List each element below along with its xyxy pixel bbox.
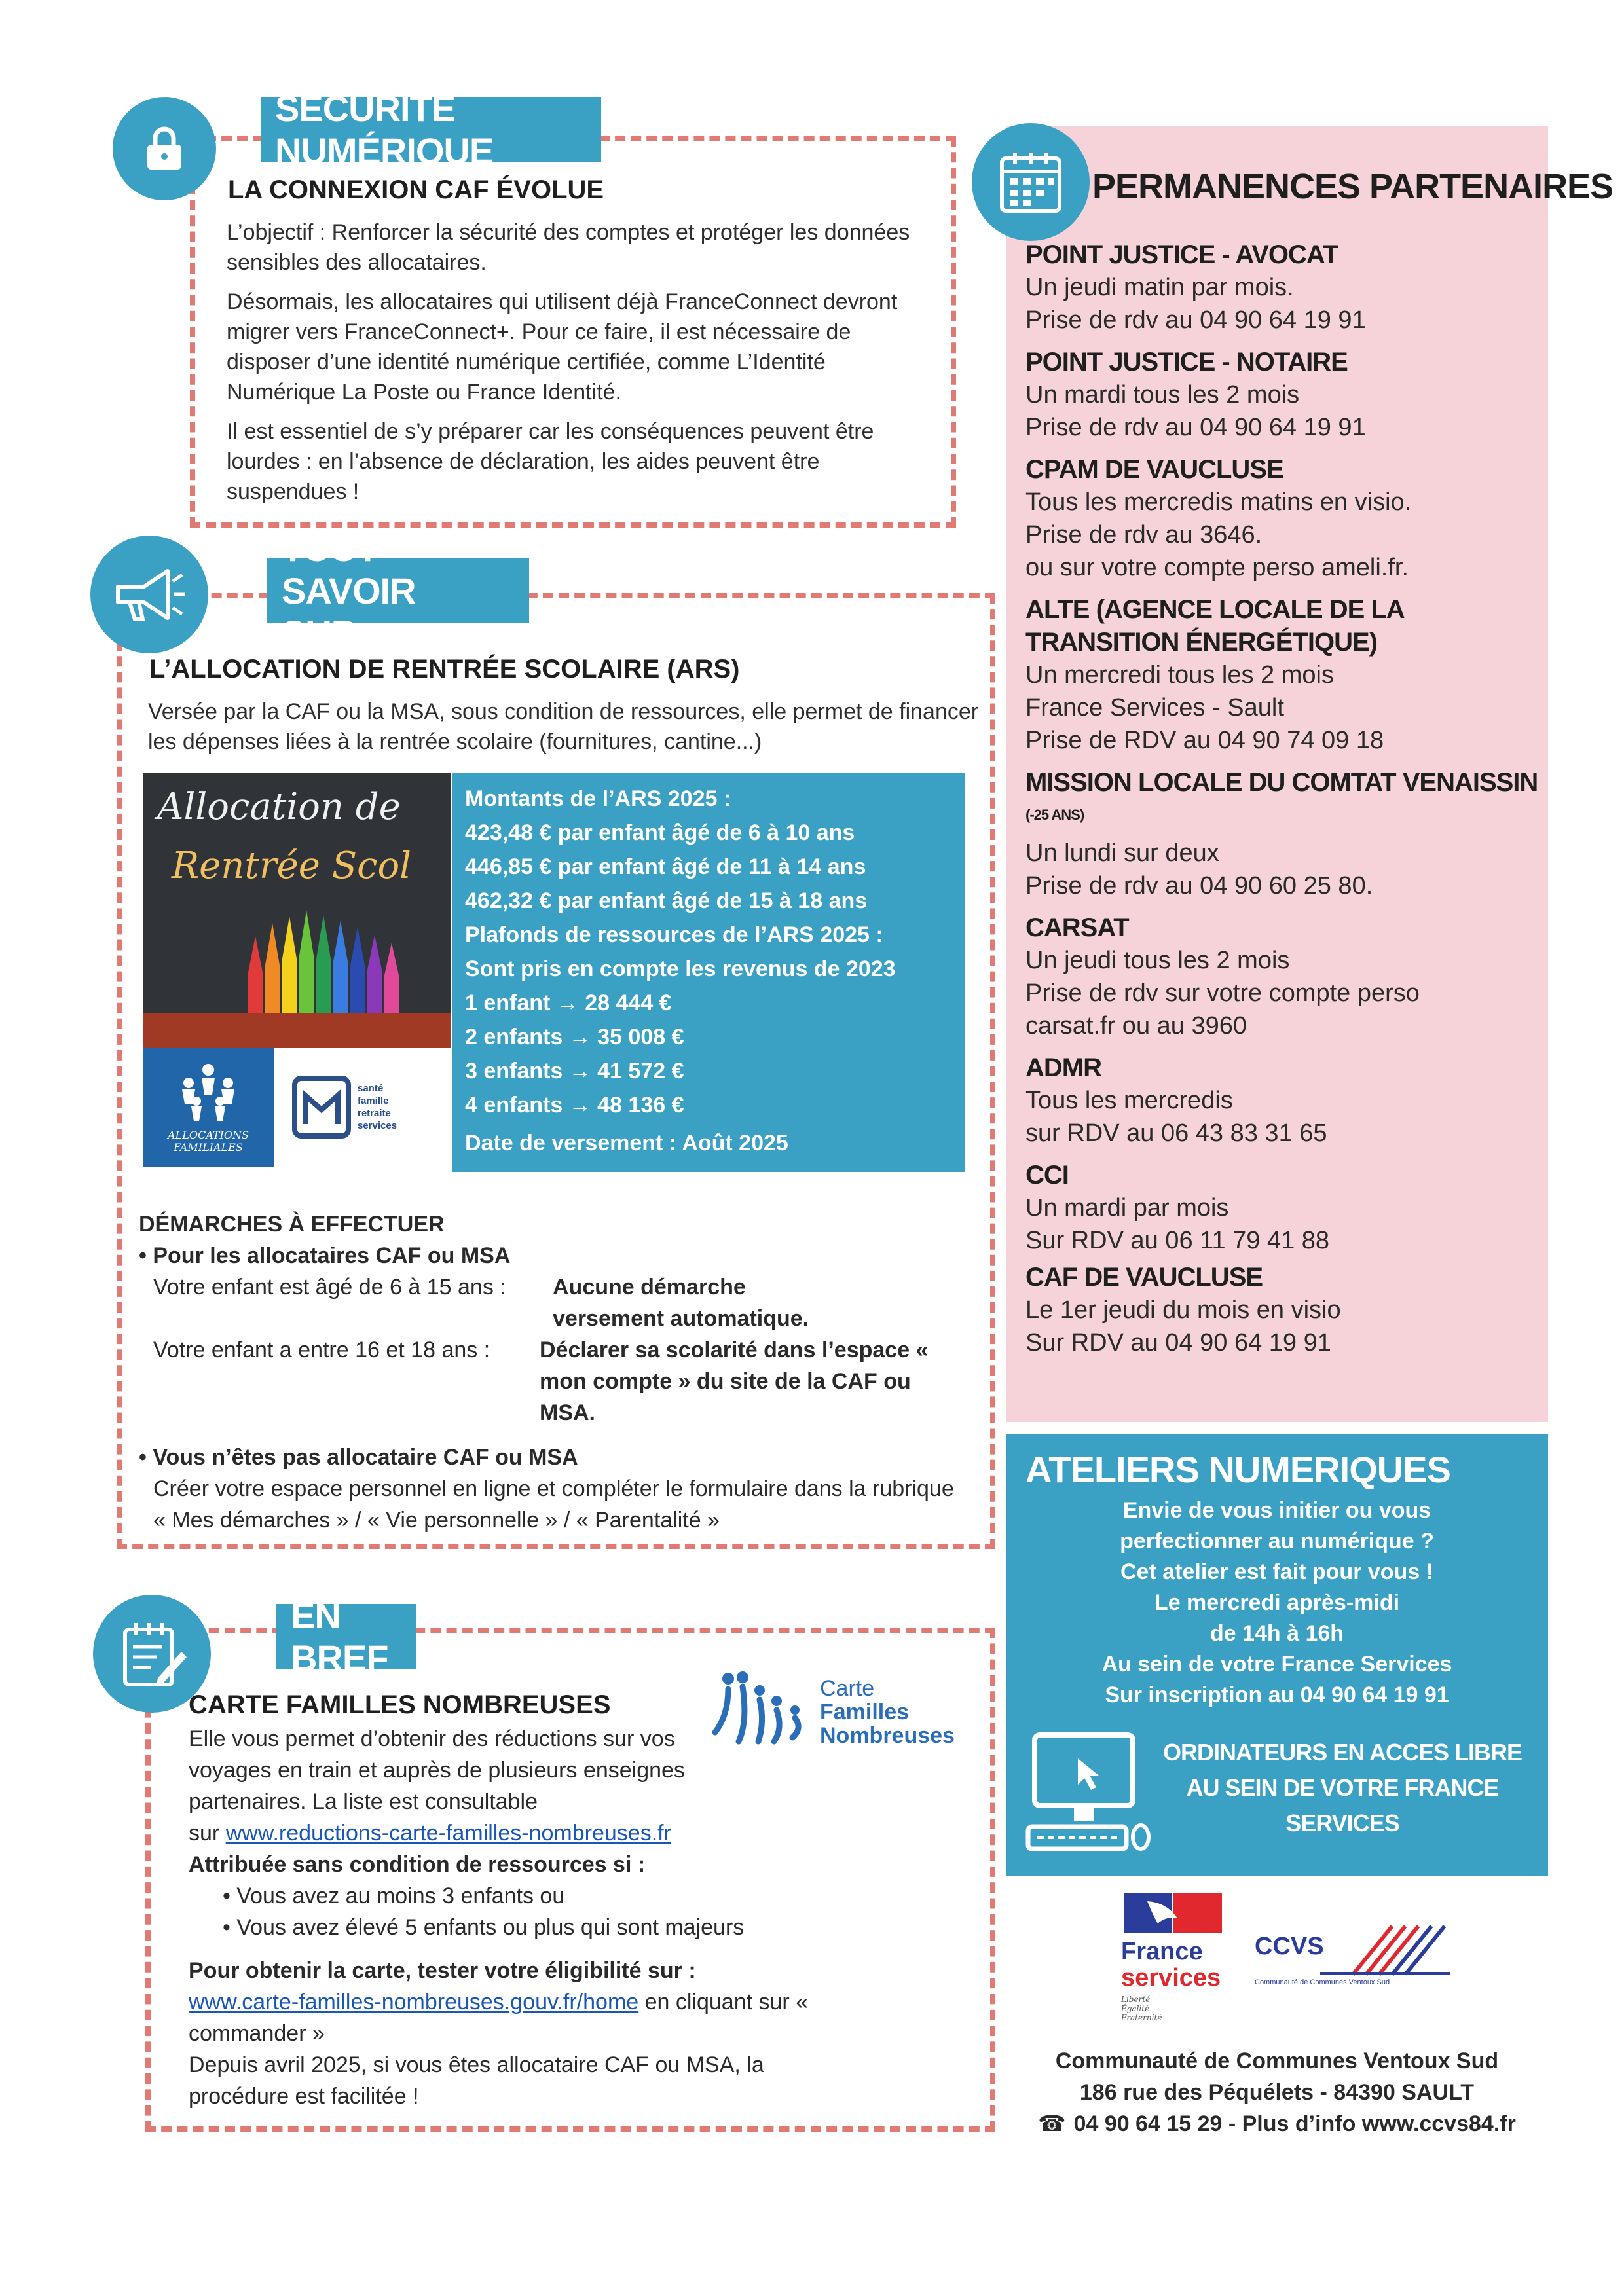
perm-item-avocat <box>1025 238 1543 337</box>
ars-line: 1 enfant → 28 444 € <box>465 991 672 1015</box>
msa-words <box>358 1082 397 1132</box>
savoir-title: L’ALLOCATION DE RENTRÉE SCOLAIRE (ARS) <box>149 655 740 683</box>
chalkboard-line2: Rentrée Scol <box>172 845 412 887</box>
demarches-row2 <box>139 1334 977 1429</box>
ars-line: 446,85 € par enfant âgé de 11 à 14 ans <box>465 854 866 879</box>
caf-logo-text: ALLOCATIONS FAMILIALES <box>168 1129 249 1154</box>
calendar-icon <box>997 148 1065 216</box>
cfn-line-familles: Familles <box>820 1700 910 1724</box>
ars-info-box <box>452 773 965 1172</box>
bref-body <box>189 1723 974 2112</box>
ars-line: Plafonds de ressources de l’ARS 2025 : <box>465 922 883 947</box>
perm-line: Le 1er jeudi du mois en visio <box>1025 1296 1341 1324</box>
attrib-title: Attribuée sans condition de ressources si : <box>189 1852 646 1877</box>
msa-logo <box>292 1071 423 1143</box>
perm-line: Un lundi sur deux <box>1025 839 1219 867</box>
securite-circle <box>113 97 216 200</box>
reductions-link[interactable]: www.reductions-carte-familles-nombreuses.fr <box>225 1821 671 1846</box>
perm-line: Prise de rdv au 3646. <box>1025 521 1263 549</box>
bref-p1-prefix: sur <box>189 1821 226 1846</box>
chalkboard-image <box>143 773 451 1048</box>
ccvs-letters: CCVS <box>1255 1933 1324 1960</box>
perm-line: Prise de rdv sur votre compte perso <box>1025 979 1420 1008</box>
msa-word: famille <box>358 1095 389 1106</box>
cfn-line-carte: Carte <box>820 1676 875 1701</box>
perm-line: Tous les mercredis matins en visio. <box>1025 488 1412 516</box>
cfn-line-nombreuses: Nombreuses <box>820 1723 955 1748</box>
fs-word-france: France <box>1121 1938 1203 1965</box>
bref-title: CARTE FAMILLES NOMBREUSES <box>189 1690 611 1719</box>
ars-line: 423,48 € par enfant âgé de 6 à 10 ans <box>465 820 855 845</box>
ars-line: Montants de l’ARS 2025 : <box>465 786 731 811</box>
phone-icon: ☎ <box>1038 2111 1066 2136</box>
france-services-logo <box>1121 1889 1232 2053</box>
ateliers-title: ATELIERS NUMERIQUES <box>1025 1449 1450 1490</box>
savoir-circle <box>90 536 208 653</box>
perm-title: CAF DE VAUCLUSE <box>1025 1263 1263 1292</box>
securite-tag: SÉCURITÉ NUMÉRIQUE <box>261 97 601 162</box>
ars-line: Sont pris en compte les revenus de 2023 <box>465 957 896 981</box>
savoir-intro: Versée par la CAF ou la MSA, sous condition de ressources, elle permet de financer les dépenses liées à la rentrée scolaire (fournitures, cantine...) <box>148 699 979 754</box>
perm-item-notaire <box>1025 346 1543 444</box>
demarches-row1 <box>139 1271 977 1334</box>
perm-item-carsat <box>1025 911 1543 1042</box>
footer-phone: 04 90 64 15 29 - Plus d’info www.ccvs84.fr <box>1073 2111 1516 2136</box>
demarches-bullet2: • Vous n’êtes pas allocataire CAF ou MSA <box>139 1445 578 1470</box>
perm-line: carsat.fr ou au 3960 <box>1025 1012 1247 1040</box>
perm-line: Un jeudi matin par mois. <box>1025 274 1294 301</box>
footer-street: 186 rue des Péquélets - 84390 SAULT <box>1079 2080 1475 2105</box>
perm-line: sur RDV au 06 43 83 31 65 <box>1025 1120 1327 1148</box>
perm-line: Un mardi par mois <box>1025 1194 1229 1222</box>
footer-org: Communauté de Communes Ventoux Sud <box>1055 2049 1499 2073</box>
perm-title: ALTE (AGENCE LOCALE DE LA TRANSITION ÉNERGÉTIQUE) <box>1025 595 1404 657</box>
permanences-circle <box>972 123 1090 241</box>
ars-line: 3 enfants → 41 572 € <box>465 1059 684 1084</box>
perm-line: Tous les mercredis <box>1025 1087 1233 1115</box>
ccvs-sub: Communauté de Communes Ventoux Sud <box>1255 1978 1390 1986</box>
securite-p2: Désormais, les allocataires qui utilisent déjà FranceConnect devront migrer vers FranceConnect+. Pour ce faire, il est nécessaire de disposer d’une identité numérique certifiée, comme L’Identité Numérique La Poste ou France Identité. <box>227 289 898 405</box>
footer-phone-row <box>1008 2108 1545 2140</box>
attrib-bullet: • Vous avez au moins 3 enfants ou <box>223 1884 565 1908</box>
perm-line: Prise de rdv au 04 90 64 19 91 <box>1025 414 1366 441</box>
securite-p1: L’objectif : Renforcer la sécurité des comptes et protéger les données sensibles des allocataires. <box>227 220 910 275</box>
row2-label: Votre enfant a entre 16 et 18 ans : <box>153 1338 490 1362</box>
ars-line: Date de versement : Août 2025 <box>465 1131 788 1156</box>
demarches-bullet1: • Pour les allocataires CAF ou MSA <box>139 1243 511 1268</box>
perm-item-admr <box>1025 1051 1543 1150</box>
bref-p1-link-row <box>189 1817 974 1849</box>
permanences-title: PERMANENCES PARTENAIRES <box>1092 167 1614 206</box>
securite-p3: Il est essentiel de s’y préparer car les conséquences peuvent être lourdes : en l’absence de déclaration, les aides peuvent être suspendues ! <box>227 419 874 504</box>
ateliers-line: Le mercredi après-midi <box>1154 1590 1400 1615</box>
perm-line: Sur RDV au 06 11 79 41 88 <box>1025 1227 1330 1255</box>
securite-text <box>227 217 921 516</box>
securite-title: LA CONNEXION CAF ÉVOLUE <box>228 175 604 204</box>
caf-people-icon <box>169 1061 248 1126</box>
ateliers-line: Envie de vous initier ou vous <box>1122 1498 1431 1523</box>
footer-address <box>1008 2045 1545 2140</box>
msa-word: retraite <box>358 1108 391 1119</box>
perm-line: Prise de rdv au 04 90 60 25 80. <box>1025 872 1373 900</box>
ars-line: 2 enfants → 35 008 € <box>465 1025 684 1049</box>
demarches-title: DÉMARCHES À EFFECTUER <box>139 1212 445 1237</box>
perm-title: CARSAT <box>1025 913 1129 943</box>
notepad-icon <box>116 1618 188 1690</box>
perm-line: ou sur votre compte perso ameli.fr. <box>1025 554 1409 581</box>
obtenir-suffix: en cliquant sur « commander » <box>189 1990 809 2046</box>
pencils-illustration <box>143 897 451 1048</box>
perm-line: Un mercredi tous les 2 mois <box>1025 661 1334 689</box>
ars-line: 462,32 € par enfant âgé de 15 à 18 ans <box>465 888 868 913</box>
perm-title-row <box>1025 766 1543 837</box>
ateliers-line: Sur inscription au 04 90 64 19 91 <box>1105 1683 1449 1707</box>
perm-line: Prise de RDV au 04 90 74 09 18 <box>1025 727 1384 754</box>
ateliers-line: de 14h à 16h <box>1209 1621 1344 1646</box>
ateliers-line: perfectionner au numérique ? <box>1120 1529 1434 1554</box>
perm-item-cci <box>1025 1159 1543 1257</box>
perm-title: MISSION LOCALE DU COMTAT VENAISSIN <box>1025 768 1538 797</box>
fs-motto <box>1121 1995 1232 2022</box>
perm-title: CPAM DE VAUCLUSE <box>1025 455 1283 484</box>
row2-value: Déclarer sa scolarité dans l’espace « mon compte » du site de la CAF ou MSA. <box>540 1338 929 1425</box>
perm-line: Sur RDV au 04 90 64 19 91 <box>1025 1329 1331 1357</box>
computer-icon <box>1022 1728 1153 1859</box>
bref-tag: EN BREF <box>276 1604 416 1669</box>
ars-line: 4 enfants → 48 136 € <box>465 1093 684 1118</box>
perm-line: Un jeudi tous les 2 mois <box>1025 947 1290 975</box>
perm-title-sup: (-25 ANS) <box>1025 807 1084 823</box>
demarches-bullet2-text: Créer votre espace personnel en ligne et compléter le formulaire dans la rubrique « Mes démarches » / « Vie personnelle » / « Parentalité » <box>153 1476 954 1533</box>
perm-item-alte <box>1025 593 1543 757</box>
row1-value: Aucune démarche versement automatique. <box>553 1275 809 1331</box>
fs-motto-line: Égalité <box>1121 2004 1150 2013</box>
obtenir-title: Pour obtenir la carte, tester votre éligibilité sur : <box>189 1958 696 1983</box>
ateliers-lines <box>1006 1495 1548 1711</box>
caf-logo <box>143 1048 274 1167</box>
fs-motto-line: Fraternité <box>1121 2013 1162 2022</box>
ateliers-line: Cet atelier est fait pour vous ! <box>1120 1559 1433 1584</box>
perm-title: POINT JUSTICE - AVOCAT <box>1025 240 1338 269</box>
msa-word: services <box>358 1120 397 1131</box>
lock-icon <box>138 122 191 175</box>
ateliers-line: Au sein de votre France Services <box>1101 1652 1452 1677</box>
perm-line: Prise de rdv au 04 90 64 19 91 <box>1025 306 1366 334</box>
msa-word: santé <box>358 1083 384 1094</box>
perm-title: CCI <box>1025 1161 1069 1190</box>
perm-line: Un mardi tous les 2 mois <box>1025 381 1300 409</box>
bref-p1: Elle vous permet d’obtenir des réductions sur vos voyages en train et auprès de plusieurs enseignes partenaires. La liste est consultable <box>189 1726 685 1814</box>
bref-end: Depuis avril 2025, si vous êtes allocataire CAF ou MSA, la procédure est facilitée ! <box>189 2052 764 2109</box>
savoir-tag: TOUT SAVOIR SUR... <box>267 558 529 623</box>
perm-title: ADMR <box>1025 1053 1101 1083</box>
fs-word-services: services <box>1121 1964 1221 1992</box>
demarches-block <box>139 1209 977 1536</box>
row1-label: Votre enfant est âgé de 6 à 15 ans : <box>153 1275 506 1300</box>
perm-title: POINT JUSTICE - NOTAIRE <box>1025 348 1348 376</box>
ordinateurs-text: ORDINATEURS EN ACCES LIBRE AU SEIN DE VOTRE FRANCE SERVICES <box>1162 1739 1522 1836</box>
perm-item-mission-locale <box>1025 766 1543 902</box>
carte-familles-link[interactable]: www.carte-familles-nombreuses.gouv.fr/home <box>189 1990 639 2014</box>
perm-item-cpam <box>1025 453 1543 584</box>
permanences-list <box>1025 238 1543 1359</box>
perm-item-caf <box>1025 1261 1543 1359</box>
obtenir-link-row <box>189 1986 929 2049</box>
msa-mark-icon <box>292 1076 351 1139</box>
chalkboard-line1: Allocation de <box>157 786 401 828</box>
ccvs-logo <box>1255 1922 1451 1994</box>
megaphone-icon <box>110 562 189 627</box>
attrib-bullet: • Vous avez élevé 5 enfants ou plus qui sont majeurs <box>223 1915 745 1940</box>
perm-line: France Services - Sault <box>1025 694 1284 721</box>
fs-motto-line: Liberté <box>1121 1995 1151 2004</box>
marianne-flag-icon <box>1121 1889 1226 1935</box>
